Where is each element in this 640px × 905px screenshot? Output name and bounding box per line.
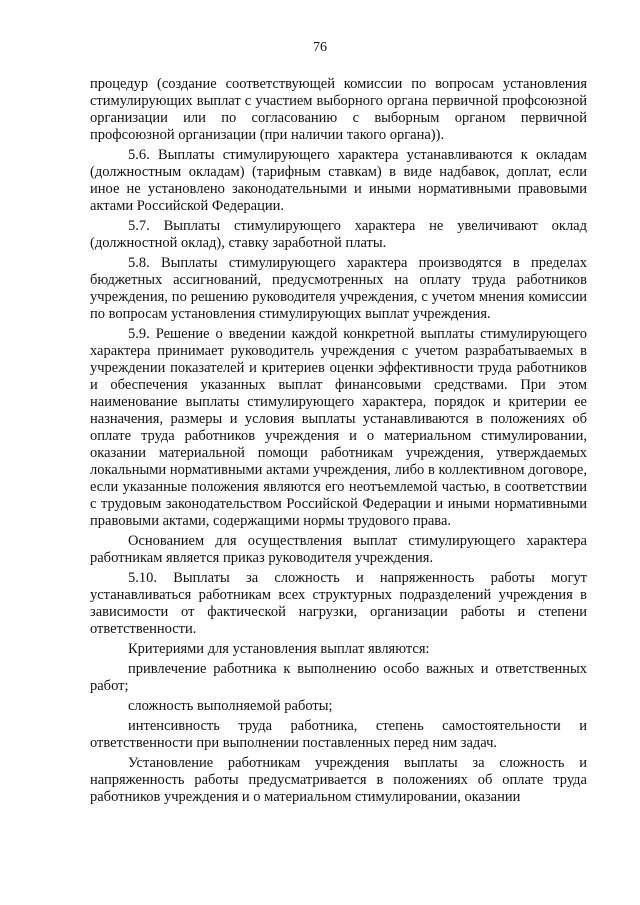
page-number: 76 (313, 40, 327, 55)
paragraph-5-7: 5.7. Выплаты стимулирующего характера не увеличивают оклад (должностной оклад), ставку заработной платы. (90, 218, 587, 251)
paragraph-criteria-intro: Критериями для установления выплат являются: (128, 641, 430, 657)
paragraph-criterion-intensity: интенсивность труда работника, степень самостоятельности и ответственности при выполнении поставленных перед ним задач. (90, 718, 587, 751)
paragraph-5-10: 5.10. Выплаты за сложность и напряженность работы могут устанавливаться работникам всех структурных подразделений учреждения в зависимости от фактической нагрузки, организации работы и степени ответственности. (90, 570, 587, 637)
paragraph-criterion-important-work: привлечение работника к выполнению особо важных и ответственных работ; (90, 661, 587, 694)
document-body (90, 76, 587, 809)
paragraph-5-6: 5.6. Выплаты стимулирующего характера устанавливаются к окладам (должностным окладам) (тарифным ставкам) в виде надбавок, доплат, если иное не установлено законодательными и иными нормативными правовыми актами Российской Федерации. (90, 147, 587, 214)
paragraph-5-8: 5.8. Выплаты стимулирующего характера производятся в пределах бюджетных ассигнований, предусмотренных на оплату труда работников учреждения, по решению руководителя учреждения, с учетом мнения комиссии по вопросам установления стимулирующих выплат учреждения. (90, 255, 587, 322)
paragraph-criterion-complexity: сложность выполняемой работы; (128, 698, 333, 714)
paragraph-establishment: Установление работникам учреждения выплаты за сложность и напряженность работы предусматривается в положениях об оплате труда работников учреждения и о материальном стимулировании, оказании (90, 755, 587, 805)
paragraph-basis: Основанием для осуществления выплат стимулирующего характера работникам является приказ руководителя учреждения. (90, 533, 587, 566)
paragraph-5-9: 5.9. Решение о введении каждой конкретной выплаты стимулирующего характера принимает руководитель учреждения с учетом разрабатываемых в учреждении показателей и критериев оценки эффективности труда работников и обеспечения указанных выплат финансовыми средствами. При этом наименование выплаты стимулирующего характера, порядок и критерии ее назначения, размеры и условия выплаты устанавливаются в положениях об оплате труда работников учреждения и о материальном стимулировании, оказании материальной помощи работникам учреждения, утверждаемых локальными нормативными актами учреждения, либо в коллективном договоре, если указанные положения являются его неотъемлемой частью, в соответствии с трудовым законодательством Российской Федерации и иными нормативными правовыми актами, содержащими нормы трудового права. (90, 326, 587, 529)
paragraph-procedures-continuation: процедур (создание соответствующей комиссии по вопросам установления стимулирующих выплат с участием выборного органа первичной профсоюзной организации или по согласованию с выборным органом первичной профсоюзной организации (при наличии такого органа)). (90, 76, 587, 143)
